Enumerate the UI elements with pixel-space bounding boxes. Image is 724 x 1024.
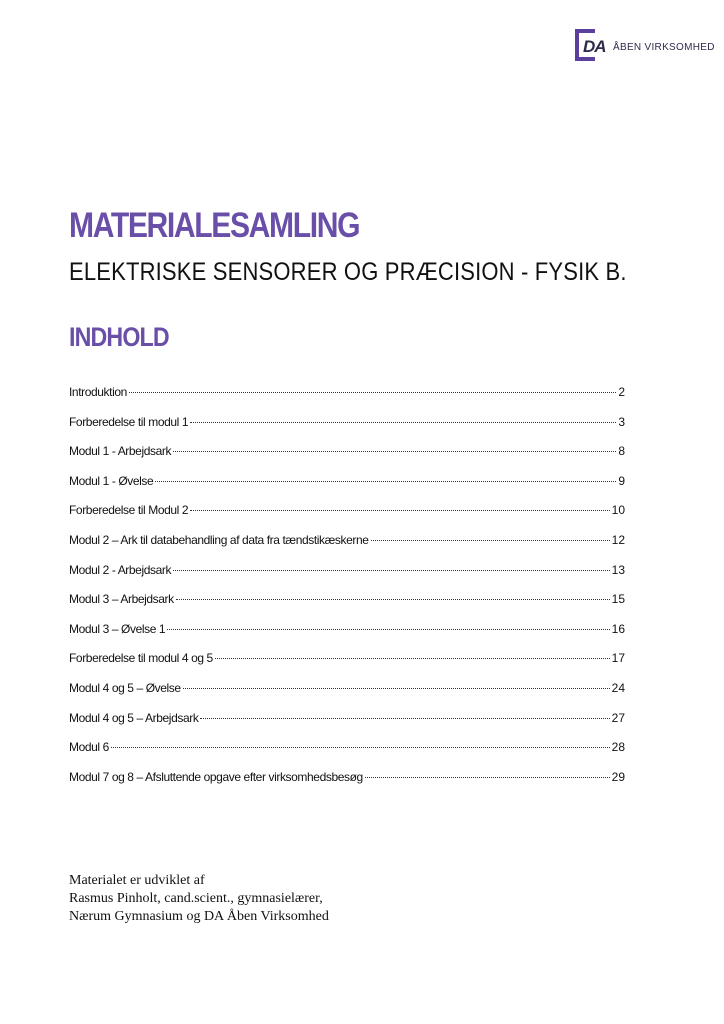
toc-leader-dots	[167, 629, 609, 630]
toc-entry-label: Modul 3 – Øvelse 1	[69, 621, 166, 636]
toc-entry-page: 3	[618, 414, 625, 429]
table-of-contents	[69, 385, 625, 799]
toc-leader-dots	[111, 747, 610, 748]
toc-entry-label: Modul 4 og 5 – Øvelse	[69, 680, 181, 695]
toc-heading: INDHOLD	[69, 322, 169, 352]
toc-entry-label: Modul 2 - Arbejdsark	[69, 562, 172, 577]
toc-entry-page: 27	[611, 710, 625, 725]
toc-entry-page: 8	[618, 444, 625, 459]
toc-entry[interactable]	[69, 415, 625, 445]
toc-leader-dots	[155, 481, 616, 482]
toc-entry[interactable]	[69, 592, 625, 622]
toc-entry-page: 10	[611, 503, 625, 518]
toc-entry[interactable]	[69, 711, 625, 741]
document-subtitle: ELEKTRISKE SENSORER OG PRÆCISION - FYSIK B.	[69, 258, 627, 286]
da-logo-mark	[575, 29, 605, 65]
toc-entry[interactable]	[69, 533, 625, 563]
toc-leader-dots	[215, 658, 610, 659]
toc-leader-dots	[371, 540, 610, 541]
toc-leader-dots	[129, 392, 616, 393]
document-title: MATERIALESAMLING	[69, 206, 360, 245]
toc-leader-dots	[200, 718, 609, 719]
toc-entry-label: Modul 4 og 5 – Arbejdsark	[69, 710, 199, 725]
logo-text: ÅBEN VIRKSOMHED	[613, 41, 715, 53]
toc-leader-dots	[176, 599, 610, 600]
toc-entry-label: Forberedelse til Modul 2	[69, 503, 189, 518]
toc-entry-page: 24	[611, 680, 625, 695]
toc-entry-label: Modul 3 – Arbejdsark	[69, 592, 174, 607]
toc-entry-label: Modul 6	[69, 740, 109, 755]
toc-entry-label: Forberedelse til modul 1	[69, 414, 189, 429]
toc-entry[interactable]	[69, 651, 625, 681]
toc-entry[interactable]	[69, 740, 625, 770]
credits-block	[69, 872, 329, 926]
toc-entry-label: Forberedelse til modul 4 og 5	[69, 651, 213, 666]
toc-leader-dots	[365, 777, 610, 778]
credits-line: Materialet er udviklet af	[69, 873, 205, 888]
logo-mark-text: DA	[583, 37, 606, 56]
toc-entry-page: 2	[618, 385, 625, 399]
toc-entry-page: 16	[611, 621, 625, 636]
toc-entry[interactable]	[69, 622, 625, 652]
toc-leader-dots	[173, 451, 616, 452]
toc-entry-label: Modul 2 – Ark til databehandling af data fra tændstikæskerne	[69, 532, 369, 547]
toc-entry-label: Modul 1 - Øvelse	[69, 473, 154, 488]
toc-entry[interactable]	[69, 770, 625, 800]
toc-entry[interactable]	[69, 385, 625, 415]
toc-entry-page: 17	[611, 651, 625, 666]
credits-line: Rasmus Pinholt, cand.scient., gymnasielærer,	[69, 891, 323, 906]
toc-entry[interactable]	[69, 503, 625, 533]
toc-entry-page: 28	[611, 740, 625, 755]
toc-entry[interactable]	[69, 474, 625, 504]
toc-leader-dots	[190, 510, 610, 511]
toc-leader-dots	[190, 422, 616, 423]
toc-entry-page: 15	[611, 592, 625, 607]
toc-entry-label: Introduktion	[69, 385, 127, 399]
toc-entry-page: 29	[611, 769, 625, 784]
da-logo	[575, 28, 715, 66]
toc-leader-dots	[173, 570, 610, 571]
toc-entry-page: 13	[611, 562, 625, 577]
toc-entry-page: 12	[611, 532, 625, 547]
toc-entry-label: Modul 1 - Arbejdsark	[69, 444, 172, 459]
toc-entry[interactable]	[69, 563, 625, 593]
toc-entry[interactable]	[69, 444, 625, 474]
toc-entry[interactable]	[69, 681, 625, 711]
toc-entry-page: 9	[618, 473, 625, 488]
toc-entry-label: Modul 7 og 8 – Afsluttende opgave efter virksomhedsbesøg	[69, 769, 363, 784]
credits-line: Nærum Gymnasium og DA Åben Virksomhed	[69, 909, 329, 924]
toc-leader-dots	[183, 688, 610, 689]
